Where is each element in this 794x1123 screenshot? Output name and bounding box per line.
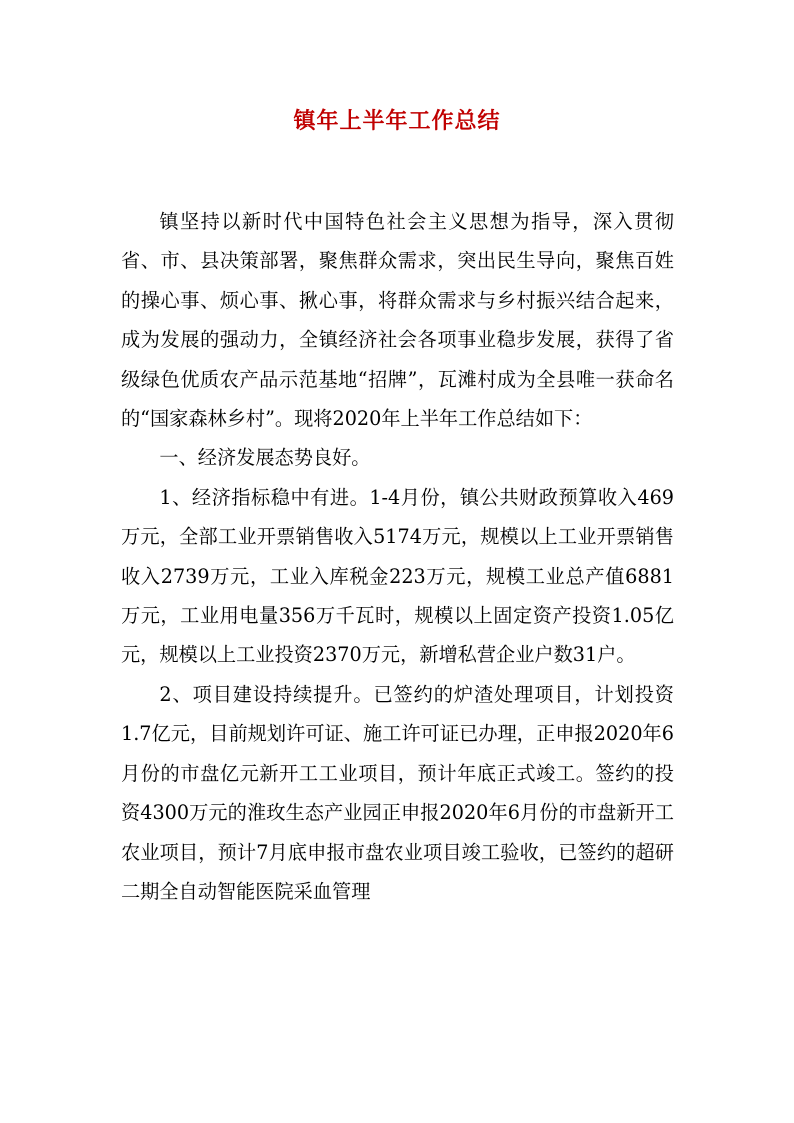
paragraph-economic-indicators: 1、经济指标稳中有进。1-4月份，镇公共财政预算收入469万元，全部工业开票销售收入5174万元，规模以上工业开票销售收入2739万元，工业入库税金223万元，规模工业总产值6881万元，工业用电量356万千瓦时，规模以上固定资产投资1.05亿元，规模以上工业投资2370万元，新增私营企业户数31户。 bbox=[121, 485, 674, 667]
paragraph-section-heading: 一、经济发展态势良好。 bbox=[159, 446, 371, 470]
paragraph-intro: 镇坚持以新时代中国特色社会主义思想为指导，深入贯彻省、市、县决策部署，聚焦群众需求，突出民生导向，聚焦百姓的操心事、烦心事、揪心事，将群众需求与乡村振兴结合起来，成为发展的强动力，全镇经济社会各项事业稳步发展，获得了省级绿色优质农产品示范基地“招牌”，瓦滩村成为全县唯一获命名的“国家森林乡村”。现将2020年上半年工作总结如下： bbox=[121, 210, 674, 431]
document-body bbox=[121, 202, 674, 911]
document-title: 镇年上半年工作总结 bbox=[293, 108, 501, 134]
paragraph-project-construction: 2、项目建设持续提升。已签约的炉渣处理项目，计划投资1.7亿元，目前规划许可证、施工许可证已办理，正申报2020年6月份的市盘亿元新开工工业项目，预计年底正式竣工。签约的投资4300万元的淮玫生态产业园正申报2020年6月份的市盘新开工农业项目，预计7月底申报市盘农业项目竣工验收，已签约的超研二期全自动智能医院采血管理 bbox=[121, 682, 674, 903]
